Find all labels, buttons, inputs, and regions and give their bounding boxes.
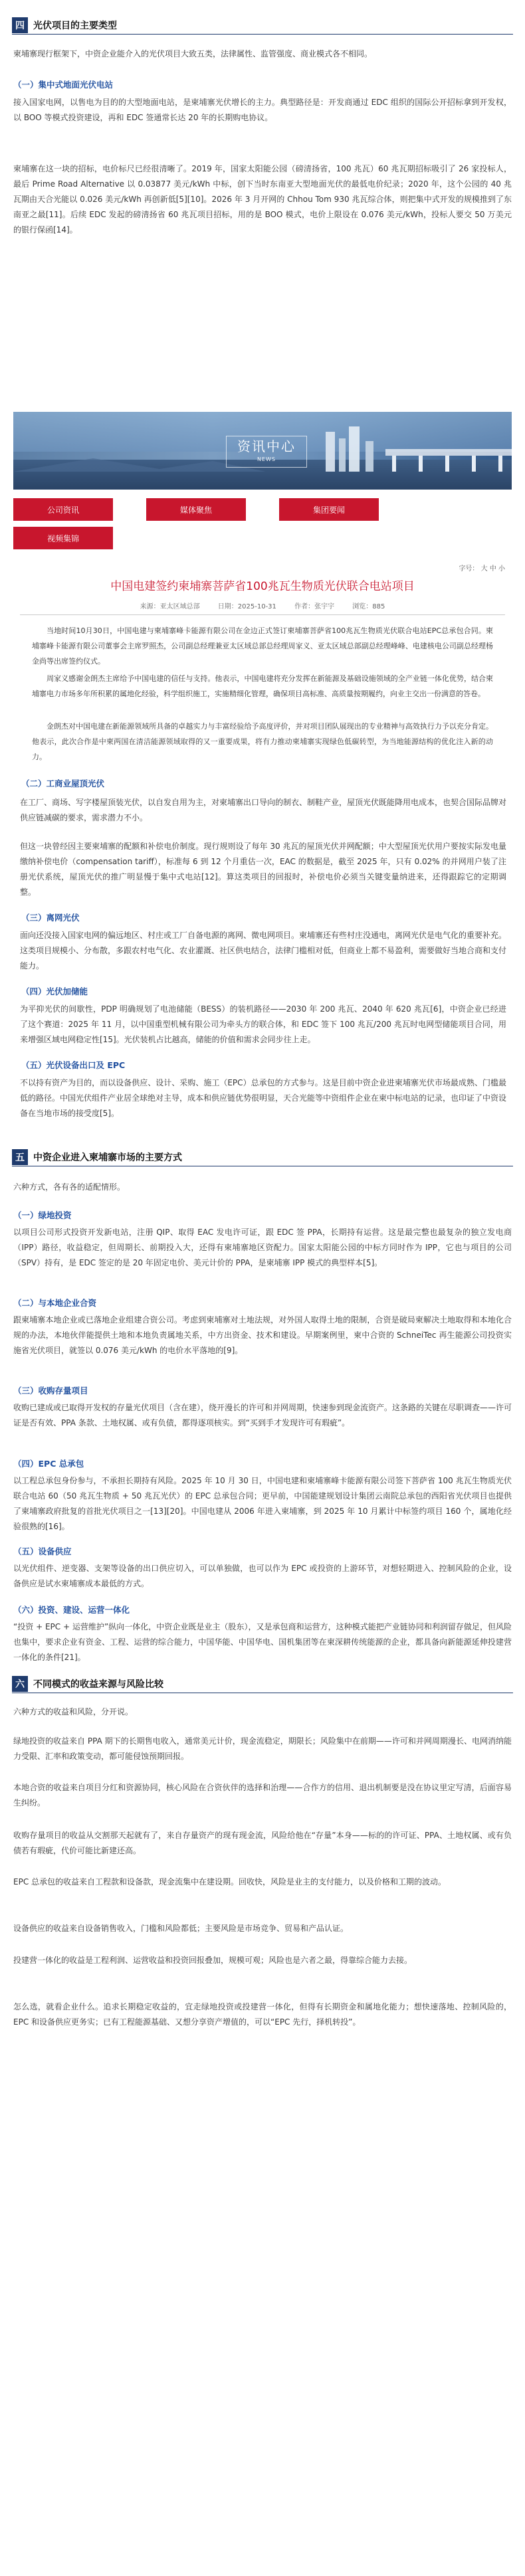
article-paragraph: 周家义感谢金朗杰主席给予中国电建的信任与支持。他表示，中国电建将充分发挥在新能源及基础设施领域的全产业链一体化优势，结合柬埔寨电力市场多年所积累的属地化经验，科学组织施工，实施精细化管理，确保项目高标准、高质量按期履约，向业主交出一份满意的答卷。 (32, 674, 493, 698)
subheading-centralized-solar: （一）集中式地面光伏电站 (13, 80, 114, 90)
subheading-rooftop-solar: （二）工商业屋顶光伏 (21, 779, 105, 788)
paragraph: 为平抑光伏的间歇性，PDP 明确规划了电池储能（BESS）的装机路径——2030 年 200 兆瓦、2040 年 620 兆瓦[6]，中资企业已经进了这个赛道：2025 年 11 月，以中国重型机械有限公司为牵头方的联合体，和 EDC 签下 100 兆瓦/200 兆瓦时电网型储能项目合同，用来增强区域电网稳定性[15]。光伏装机占比越高，储能的价值和需求会同步往上走。 (20, 1004, 506, 1044)
subheading-greenfield: （一）绿地投资 (13, 1210, 72, 1220)
paragraph: 以项目公司形式投资开发新电站，注册 QIP、取得 EAC 发电许可证，跟 EDC 签 PPA，长期持有运营。这是最完整也最复杂的独立发电商（IPP）路径，收益稳定，但周期长、前期投入大，还得有柬埔寨地区资配力。国家太阳能公园的中标方同时作为 IPP，它也与项目的公司（SPV）持有，是 EDC 签定的是 20 年固定电价、美元计价的 PPA，是柬埔寨 IPP 模式的典型样本[5]。 (13, 1228, 512, 1267)
paragraph: 以光伏组件、逆变器、支架等设备的出口供应切入，可以单独做，也可以作为 EPC 或投资的上游环节，对想轻期进入、控制风险的企业，设备供应是试水柬埔寨成本最低的方式。 (13, 1564, 512, 1588)
subheading-acquisition: （三）收购存量项目 (13, 1386, 88, 1396)
article-paragraph: 当地时间10月30日，中国电建与柬埔寨峰卡能源有限公司在金边正式签订柬埔寨菩萨省100兆瓦生物质光伏联合电站EPC总承包合同。柬埔寨峰卡能源有限公司董事会主席罗照杰，公司副总经理兼亚太区域总部总经理周家义、亚太区域总部副总经理峰峰、电建核电公司副总经理杨金尚等出席签约仪式。 (32, 626, 493, 666)
section-5-number: 五 (12, 1149, 28, 1165)
paragraph: 接入国家电网，以售电为目的的大型地面电站，是柬埔寨光伏增长的主力。典型路径是：开发商通过 EDC 组织的国际公开招标拿到开发权，以 BOO 等模式投资建设，再和 EDC 签通常长达 20 年的长期购电协议。 (13, 98, 512, 122)
tab-video-collection[interactable]: 视频集锦 (13, 527, 113, 549)
article-paragraph: 金朗杰对中国电建在新能源领域所具备的卓越实力与丰富经验给予高度评价，并对项目团队展现出的专业精神与高效执行力予以充分肯定。他表示，此次合作是中柬两国在清洁能源领域取得的又一重要成果，将有力推动柬埔寨实现绿色低碳转型，为当地能源结构的优化注入新的动力。 (32, 722, 493, 761)
paragraph: 收购已建成或已取得开发权的存量光伏项目（含在建），绕开漫长的许可和并网周期，快速参到现金流资产。这条路的关键在尽职调查——许可证是否有效、PPA 条款、土地权属、或有负债，都得逐项核实。到“买到手才发现许可有瑕疵”。 (13, 1403, 512, 1427)
paragraph: 怎么选，就看企业什么。追求长期稳定收益的，宜走绿地投资或投建营一体化，但得有长期资金和属地化能力；想快速落地、控制风险的，EPC 和设备供应更务实；已有工程能源基础、又想分享资产增值的，可以“EPC 先行，择机转投”。 (13, 2002, 512, 2027)
paragraph: 不以持有资产为目的，而以设备供应、设计、采购、施工（EPC）总承包的方式参与。这是目前中资企业进柬埔寨光伏市场最成熟、门槛最低的路径。中国光伏组件产业居全球绝对主导，成本和供应链优势很明显，天合光能等中资组件企业在柬中标电站的记录，也印证了中资设备在当地市场的接受度[5]。 (20, 1078, 507, 1118)
section-6-intro: 六种方式的收益和风险，分开说。 (13, 1707, 134, 1716)
subheading-integrated: （六）投资、建设、运营一体化 (13, 1605, 130, 1615)
subheading-equipment-supply: （五）设备供应 (13, 1546, 72, 1556)
font-size-selector (459, 563, 505, 573)
font-size-large[interactable]: 大 (480, 565, 488, 573)
paragraph: 在工厂、商场、写字楼屋顶装光伏，以自发自用为主，对柬埔寨出口导向的制衣、制鞋产业，屋顶光伏既能降用电成本，也契合国际品牌对供应链减碳的要求，需求潜力不小。 (20, 798, 507, 822)
article-divider (20, 614, 505, 615)
section-4-header (12, 17, 513, 35)
section-6-title: 不同模式的收益来源与风险比较 (33, 1679, 163, 1690)
banner-label (226, 436, 307, 468)
subheading-offgrid-solar: （三）离网光伏 (21, 913, 80, 923)
tab-company-news[interactable]: 公司资讯 (13, 498, 113, 521)
article-views: 浏览：885 (352, 603, 385, 610)
section-4-title: 光伏项目的主要类型 (33, 21, 117, 31)
font-size-medium[interactable]: 中 (489, 565, 496, 573)
article-source: 来源：亚太区域总部 (140, 603, 200, 610)
subheading-solar-storage: （四）光伏加储能 (21, 986, 88, 996)
banner-label-en: NEWS (257, 456, 276, 462)
paragraph: 但这一块曾经因主要柬埔寨的配额和补偿电价制度。现行规则设了每年 30 兆瓦的屋顶光伏并网配额；中大型屋顶光伏用户要按实际发电量缴纳补偿电价（compensation tariff），标准每 6 到 12 个月重估一次，EAC 的数据是，截至 2025 年，只有 0.02% 的并网用户装了注册光伏系统，屋顶光伏的推广明显慢于集中式电站[12]。算这类项目的回报时，补偿电价必须当关键变量纳进来，还得跟踪它的定期调整。 (20, 842, 506, 897)
section-4-intro: 柬埔寨现行框架下，中资企业能介入的光伏项目大致五类，法律属性、监管强度、商业模式各不相同。 (13, 49, 373, 58)
subheading-joint-venture: （二）与本地企业合资 (13, 1298, 97, 1308)
paragraph: 收购存量项目的收益从交割那天起就有了，来自存量资产的现有现金流，风险给他在“存量”本身——标的的许可证、PPA、土地权属、或有负债若有瑕疵，代价可能比新建还高。 (13, 1831, 512, 1855)
section-5-header (12, 1149, 513, 1166)
paragraph: 跟柬埔寨本地企业或已落地企业组建合资公司。考虑到柬埔寨对土地法规，对外国人取得土地的限制，合资是破局柬解决土地取得和本地化合规的办法，本地伙伴能提供土地和本地负责属地关系，中方出资金、技术和建设。早期案例里，柬中合资的 SchneiTec 再生能源公司投资实施省光伏项目，就签以 0.076 美元/kWh 的电价水平落地的[9]。 (13, 1315, 512, 1355)
section-4-number: 四 (12, 17, 28, 33)
article-author: 作者：张宇宇 (294, 603, 335, 610)
section-6-number: 六 (12, 1676, 28, 1692)
font-size-label: 字号： (459, 565, 479, 573)
font-size-small[interactable]: 小 (498, 565, 505, 573)
section-5-intro: 六种方式，各有各的适配情形。 (13, 1182, 126, 1192)
paragraph: EPC 总承包的收益来自工程款和设备款，现金流集中在建设期。回收快，风险是业主的支付能力，以及价格和工期的波动。 (13, 1877, 447, 1886)
paragraph: 柬埔寨在这一块的招标，电价标尺已经很清晰了。2019 年，国家太阳能公园（磅清扬省，100 兆瓦）60 兆瓦期招标吸引了 26 家投标人，最后 Prime Road Alternative 以 0.03877 美元/kWh 中标，创下当时东南亚大型地面光伏的最低电价纪录；2020 年，这个公园的 40 兆瓦期由天合光能以 0.026 美元/kWh 再创新低[5][10]。2026 年 3 月开网的 Chhou Tom 930 兆瓦综合体，则把集中式开发的规模推到了东南亚之最[11]。后续 EDC 发起的磅清扬省 60 兆瓦项目招标，用的是 BOO 模式，电价上限设在 0.076 美元/kWh，投标人要交 50 万美元的银行保函[14]。 (13, 164, 512, 234)
paragraph: 面向还没接入国家电网的偏远地区、村庄或工厂自备电源的离网、微电网项目。柬埔寨还有些村庄没通电，离网光伏是电气化的重要补充。这类项目规模小、分布散，多跟农村电气化、农业灌溉、社区供电结合，法律门槛相对低，但商业上都不易盈利，需要做好当地合商和支付能力。 (20, 931, 507, 970)
paragraph: 绿地投资的收益来自 PPA 期下的长期售电收入，通常美元计价，现金流稳定，期限长；风险集中在前期——许可和并网周期漫长、电网消纳能力受限、汇率和政策变动，都可能侵蚀预期回报。 (13, 1736, 512, 1761)
paragraph: 以工程总承包身份参与，不承担长期持有风险。2025 年 10 月 30 日，中国电建和柬埔寨峰卡能源有限公司签下菩萨省 100 兆瓦生物质光伏联合电站 60（50 兆瓦生物质 + 50 兆瓦光伏）的 EPC 总承包合同；更早前，中国能建规划设计集团云南院总承包的西阳省光伏项目也提供了柬埔寨政府批复的首批光伏项目之一[13][20]。中国电建从 2006 年进入柬埔寨，到 2025 年 10 月累计中标签约项目 160 个，属地化经验很熟的[16]。 (13, 1476, 512, 1531)
subheading-equipment-epc: （五）光伏设备出口及 EPC (21, 1060, 126, 1070)
paragraph: 设备供应的收益来自设备销售收入，门槛和风险都低；主要风险是市场竞争、贸易和产品认证。 (13, 1924, 349, 1933)
tab-media-focus[interactable]: 媒体聚焦 (146, 498, 246, 521)
section-6-header (12, 1675, 513, 1693)
paragraph: “投资 + EPC + 运营维护”纵向一体化，中资企业既是业主（股东），又是承包商和运营方，这种模式能把产业链协同和利润留存做足，但风险也集中，要求企业有资金、工程、运营的综合能力，中国华能、中国华电、国机集团等在柬深耕传统能源的企业，都具备向新能源延伸投建营一体化的条件[21]。 (13, 1622, 512, 1662)
article-title: 中国电建签约柬埔寨菩萨省100兆瓦生物质光伏联合电站项目 (110, 580, 415, 593)
tab-group-news[interactable]: 集团要闻 (279, 498, 379, 521)
article-date: 日期：2025-10-31 (217, 603, 276, 610)
paragraph: 投建营一体化的收益是工程利润、运营收益和投资回报叠加，规模可观；风险也是六者之最，得靠综合能力去接。 (13, 1956, 413, 1965)
paragraph: 本地合资的收益来自项目分红和资源协同，核心风险在合资伙伴的选择和治理——合作方的信用、退出机制要是没在协议里定写清，后面容易生纠纷。 (13, 1783, 512, 1807)
article-meta (0, 600, 525, 610)
news-center-banner (13, 412, 512, 490)
subheading-epc: （四）EPC 总承包 (13, 1459, 84, 1469)
section-5-title: 中资企业进入柬埔寨市场的主要方式 (33, 1152, 182, 1163)
banner-label-zh: 资讯中心 (237, 438, 296, 454)
